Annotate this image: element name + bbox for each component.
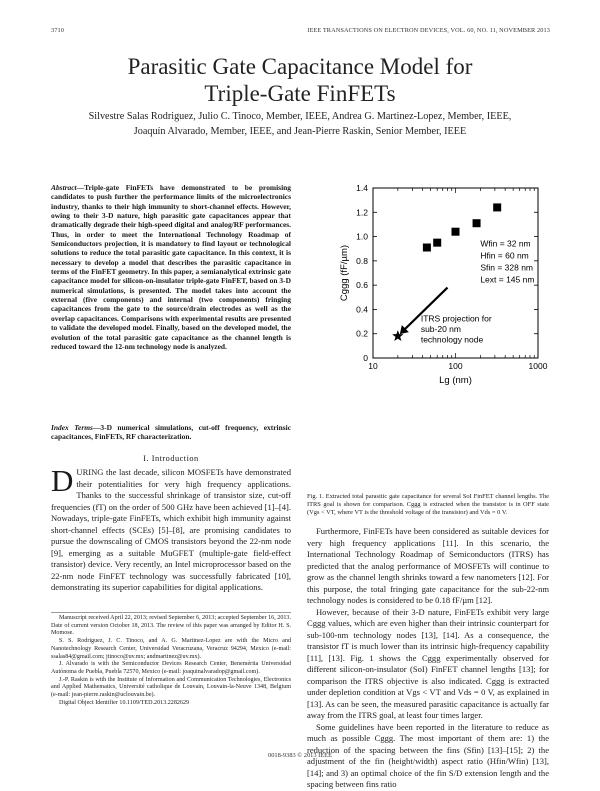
legend-entry: Sfin = 328 nm <box>480 262 534 273</box>
paragraph: Some guidelines have been reported in the literature to reduce as much as possible Cggg. The most important of them are: 1) the reduction of the spacing between the fins (Sfin) [13]–[15]; 2) the adjustment of the fin (height/width) aspect ratio (Hfin/Wfin) [13], [14]; and 3) an optimal choice of the fin S/D extension length and the spacing between fins ratio <box>307 721 549 789</box>
footnote-affiliation-1: S. S. Rodriguez, J. C. Tinoco, and A. G. Martinez-Lopez are with the Micro and Nanotechnology Research Center, Universidad Veracruzana, Veracruz 94294, Mexico (e-mail: ssalas84@gmail.com; jtinoco@uv.mx; andmartinez@uv.mx). <box>51 638 291 660</box>
page-number: 3710 <box>51 27 64 34</box>
y-tick-label: 0.6 <box>356 280 368 291</box>
y-tick-label: 1.4 <box>356 183 368 193</box>
data-point-square <box>433 239 441 247</box>
index-terms-text: —3-D numerical simulations, cut-off frequency, extrinsic capacitances, FinFETs, RF characterization. <box>51 423 291 442</box>
drop-cap: D <box>51 463 74 498</box>
data-point-square <box>473 219 481 227</box>
running-header: IEEE TRANSACTIONS ON ELECTRON DEVICES, VOL. 60, NO. 11, NOVEMBER 2013 <box>307 27 550 34</box>
y-axis-label: Cggg (fF/µm) <box>339 244 350 302</box>
x-tick-label: 10 <box>368 361 378 371</box>
footnote-rule <box>51 612 291 613</box>
authors-line-1: Silvestre Salas Rodriguez, Julio C. Tinoco, Member, IEEE, Andrea G. Martinez-Lopez, Member, IEEE, <box>88 111 512 122</box>
right-column-text <box>307 526 549 791</box>
paper-title <box>0 53 600 107</box>
abstract-text: —Triple-gate FinFETs have demonstrated to be promising candidates to push further the performance limits of the microelectronics industry, thanks to their high immunity to short-channel effects. However, owing to their 3-D nature, high parasitic gate capacitances appear that dramatically degrade their high-speed digital and analog/RF performances. Thus, in order to meet the International Technology Roadmap of Semiconductors projection, it is mandatory to find layout or technological solutions to reduce the total parasitic gate capacitance. In this context, it is necessary to develop a model that describes the parasitic capacitance in terms of the FinFET geometry. In this paper, a semianalytical extrinsic gate capacitance model for silicon-on-insulator triple-gate FinFET, based on 3-D numerical simulations, is presented. The model takes into account the external (five components) and internal (two components) fringing capacitances from the gate to the source/drain electrodes as well as the overlap capacitances. Comparisons with experimental results are presented to validate the developed model. Finally, based on the developed model, the evolution of the total parasitic gate capacitance as the channel length is reduced toward the 12-nm technology node is analyzed. <box>51 183 291 351</box>
y-tick-label: 1.2 <box>356 207 368 218</box>
x-tick-label: 1000 <box>528 361 548 371</box>
y-tick-label: 0.2 <box>356 328 368 339</box>
y-tick-label: 0 <box>363 353 368 363</box>
footnote-manuscript: Manuscript received April 22, 2013; revised September 6, 2013; accepted September 16, 2013. Date of current version October 18, 2013. The review of this paper was arranged by Editor H. S. Momose. <box>51 615 291 637</box>
legend-entry: Hfin = 60 nm <box>480 250 529 261</box>
figure-1-chart <box>318 180 548 480</box>
footnote-affiliation-3: J.-P. Raskin is with the Institute of Information and Communication Technologies, Electronics and Applied Mathematics, Université catholique de Louvain, Louvain-la-Neuve 1348, Belgium (e-mail: jean-pierre.raskin@uclouvain.be). <box>51 676 291 699</box>
x-axis-label: Lg (nm) <box>439 375 472 386</box>
index-terms <box>51 423 291 442</box>
title-line-2: Triple-Gate FinFETs <box>204 81 396 106</box>
intro-text: URING the last decade, silicon MOSFETs have demonstrated their potentialities for very high frequency applications. Thanks to the successful shrinkage of transistor size, cut-off frequencies (fT) on the order of 500 GHz have been achieved [1]–[4]. Nowadays, triple-gate FinFETs, which exhibit high immunity against short-channel effects (SCEs) [5]–[8], are promising candidates to pursue the downscaling of CMOS transistors beyond the 22-nm node [9], emerging as a suitable MuGFET (multiple-gate field-effect transistor) device. Very recently, an Intel microprocessor based on the 22-nm node FinFET technology was successfully fabricated [10], demonstrating its superior capabilities for digital applications. <box>51 467 291 592</box>
footnote-doi: Digital Object Identifier 10.1109/TED.2013.2282629 <box>59 699 190 706</box>
y-tick-label: 0.4 <box>356 304 368 315</box>
footnote-affiliation-2: J. Alvarado is with the Semiconductor Devices Research Center, Benemérita Universidad Autónoma de Puebla, Puebla 72570, Mexico (e-mail: joaquinalvaradop@gmail.com). <box>51 661 291 675</box>
authors-line-2: Joaquín Alvarado, Member, IEEE, and Jean-Pierre Raskin, Senior Member, IEEE <box>133 125 467 137</box>
figure-caption: Fig. 1. Extracted total parasitic gate capacitance for several SoI FinFET channel lengths. The ITRS goal is shown for comparison. Cggg is extracted when the transistor is in OFF state (Vgs < VT, where VT is the threshold voltage of the transistor) and Vds = 0 V. <box>307 493 549 516</box>
data-point-square <box>452 228 460 236</box>
copyright-footer: 0018-9383 © 2013 IEEE <box>268 752 332 759</box>
data-point-square <box>493 203 501 211</box>
x-tick-label: 100 <box>448 361 463 371</box>
annotation-text: ITRS projection for <box>420 313 492 324</box>
data-point-square <box>423 244 431 252</box>
intro-paragraph <box>51 463 291 594</box>
y-tick-label: 1.0 <box>356 231 368 242</box>
paragraph: Furthermore, FinFETs have been considered as suitable devices for very high frequency applications [11]. In this scenario, the International Technology Roadmap of Semiconductors (ITRS) has predicted that the analog performance of MOSFETs will continue to grow as the channel length shrinks toward a few nanometers [12]. For this purpose, the total fringing gate capacitance for the sub-22-nm technology nodes is considered to be 0.18 fF/µm [12]. <box>307 526 549 605</box>
y-tick-label: 0.8 <box>356 255 368 266</box>
legend-entry: Lext = 145 nm <box>480 274 535 285</box>
paragraph: However, because of their 3-D nature, FinFETs exhibit very large Cggg values, which are even higher than their intrinsic counterpart for sub-100-nm technology nodes [13], [14]. As a consequence, the transistor fT is much lower than its intrinsic high-frequency capability [11], [13]. Fig. 1 shows the Cggg experimentally observed for different silicon-on-insulator (SoI) FinFET channel lengths [13]; for comparison the ITRS objective is also indicated. Cggg is extracted under depletion condition at Vgs < VT and Vds = 0 V, as explained in [13]. As can be seen, the measured parasitic capacitance is actually far away from the ITRS goal, at least four times larger. <box>307 606 549 720</box>
legend-entry: Wfin = 32 nm <box>480 238 531 249</box>
abstract-label: Abstract <box>51 183 77 192</box>
index-terms-label: Index Terms <box>51 423 93 432</box>
author-list <box>40 110 560 139</box>
footnotes <box>51 615 291 707</box>
plot-area <box>339 183 548 386</box>
annotation-text: technology node <box>420 334 484 345</box>
abstract <box>51 183 291 351</box>
section-heading: I. Introduction <box>143 454 199 463</box>
title-line-1: Parasitic Gate Capacitance Model for <box>127 54 473 79</box>
annotation-text: sub-20 nm <box>420 324 462 335</box>
